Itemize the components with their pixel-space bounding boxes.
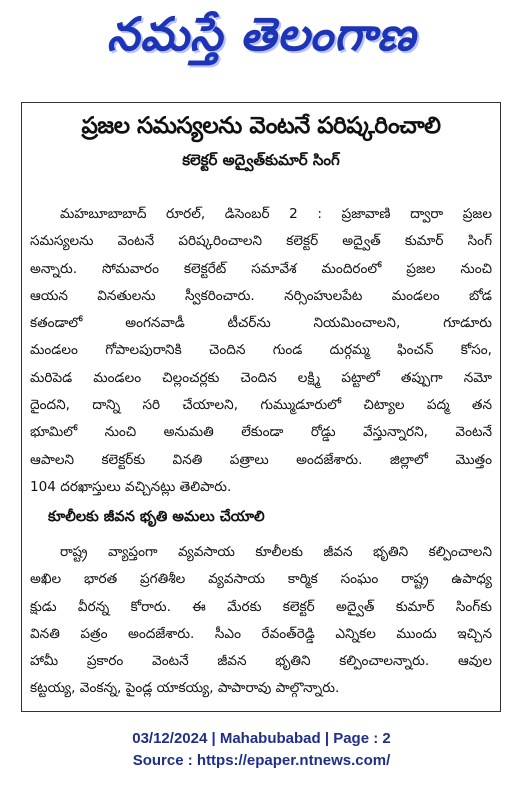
text-line: మహబూబాబాద్ రూరల్, డిసెంబర్ 2 : ప్రజావాణి ద్వారా ప్రజల (60, 206, 492, 222)
article-paragraph-2 (30, 539, 492, 703)
footer-source-line: Source : https://epaper.ntnews.com/ (132, 752, 391, 769)
text-line: ఆయన వినతులను స్వీకరించారు. నర్సింహులపేట మండలం బోడ (30, 287, 492, 304)
article-paragraph-1 (30, 201, 492, 501)
text-line: ఆపాలని కలెక్టర్‌కు వినతి పత్రాలు అందజేశారు. జిల్లాలో మొత్తం (30, 451, 492, 468)
masthead (0, 0, 523, 80)
text-line: అన్నారు. సోమవారం కలెక్టరేట్ సమావేశ మందిరంలో ప్రజల నుంచి (30, 260, 492, 277)
text-line: మండలం గోపాలపురానికి చెందిన గుండ దుర్గమ్మ ఫించన్ కోసం, (30, 342, 492, 359)
text-line: క్షుడు వీరన్న కోరారు. ఈ మేరకు కలెక్టర్ అద్వైత్ కుమార్ సింగ్‌కు (30, 598, 492, 615)
text-line: భూమిలో నుంచి అనుమతి లేకుండా రోడ్డు వేస్తున్నారని, వెంటనే (30, 424, 492, 441)
text-line: రాష్ట్ర వ్యాప్తంగా వ్యవసాయ కూలీలకు జీవన భృతిని కల్పించాలని (60, 544, 492, 560)
text-line: కతండాలో అంగనవాడీ టీచర్‌ను నియమించాలని, గూడూరు (30, 315, 492, 332)
text-line: 104 దరఖాస్తులు వచ్చినట్లు తెలిపారు. (30, 478, 232, 495)
text-line: హామీ ప్రకారం వెంటనే జీవన భృతిని కల్పించాలన్నారు. ఆవుల (30, 653, 492, 670)
text-line: దైందని, దాన్ని సరి చేయాలని, గుమ్ముడూరులో చిట్యాల పద్మ తన (30, 397, 492, 414)
text-line: మరిపెడ మండలం చిల్లంచర్లకు చెందిన లక్ష్మి పట్టాలో తప్పుగా నమో (30, 369, 492, 386)
text-line: సమస్యలను వెంటనే పరిష్కరించాలని కలెక్టర్ అద్వైత్ కుమార్ సింగ్ (30, 233, 492, 250)
article-subheading: కూలీలకు జీవన భృతి అమలు చేయాలి (48, 509, 265, 525)
article-headline: ప్రజల సమస్యలను వెంటనే పరిష్కరించాలి (81, 113, 441, 139)
article-byline: కలెక్టర్ అద్వైత్‌కుమార్ సింగ్ (182, 151, 340, 169)
text-line: వినతి పత్రం అందజేశారు. సీఎం రేవంత్‌రెడ్డి ఎన్నికల ముందు ఇచ్చిన (30, 625, 492, 642)
text-line: అఖిల భారత ప్రగతిశీల వ్యవసాయ కార్మిక సంఘం రాష్ట్ర ఉపాధ్య (30, 571, 492, 588)
article-clipping (21, 102, 501, 712)
newspaper-logo: నమస్తే తెలంగాణ (106, 7, 417, 61)
footer-date-line: 03/12/2024 | Mahabubabad | Page : 2 (132, 730, 391, 747)
text-line: కట్టయ్య, వెంకన్న, పైండ్ల యాకయ్య, పాపారావు పాల్గొన్నారు. (30, 680, 340, 697)
